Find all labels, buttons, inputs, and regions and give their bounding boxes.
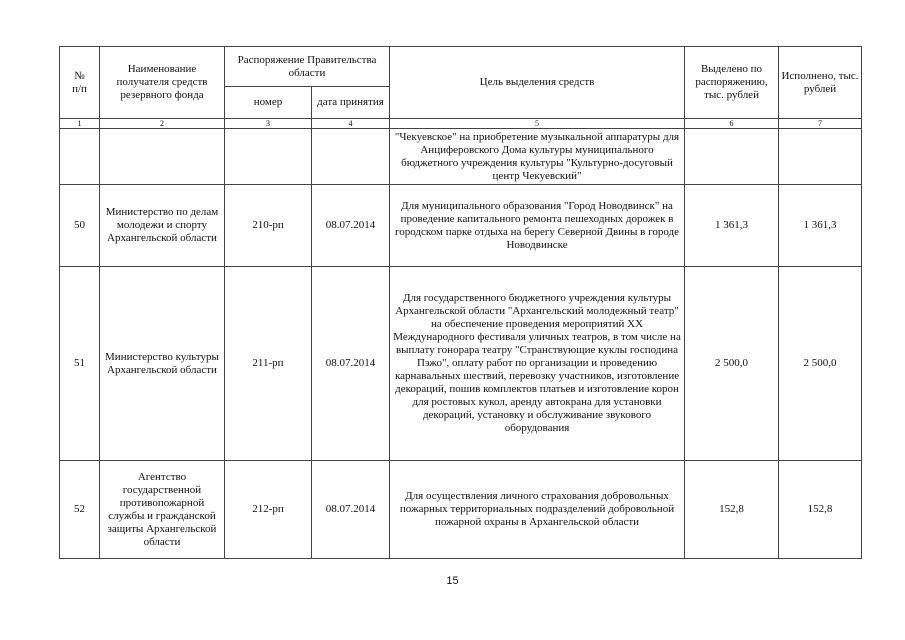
row-recipient: Министерство по делам молодежи и спорту Архангельской области	[100, 185, 225, 267]
column-index: 4	[312, 119, 390, 129]
row-num: 52	[60, 461, 100, 559]
row-allocated: 1 361,3	[685, 185, 779, 267]
table-row	[60, 461, 862, 559]
header-order-group: Распоряжение Правительства области	[225, 47, 390, 87]
row-executed: 2 500,0	[779, 267, 862, 461]
header-purpose: Цель выделения средств	[390, 47, 685, 119]
table-row	[60, 129, 862, 185]
column-index: 2	[100, 119, 225, 129]
row-allocated: 2 500,0	[685, 267, 779, 461]
row-recipient	[100, 129, 225, 185]
column-index: 5	[390, 119, 685, 129]
header-executed: Исполнено, тыс. рублей	[779, 47, 862, 119]
row-allocated: 152,8	[685, 461, 779, 559]
header-order-number: номер	[225, 87, 312, 119]
row-num: 51	[60, 267, 100, 461]
row-allocated	[685, 129, 779, 185]
row-order-number: 211-рп	[225, 267, 312, 461]
table-header-row	[60, 47, 862, 87]
row-order-number	[225, 129, 312, 185]
row-executed	[779, 129, 862, 185]
header-order-date: дата принятия	[312, 87, 390, 119]
table-row	[60, 185, 862, 267]
column-index: 6	[685, 119, 779, 129]
column-index: 3	[225, 119, 312, 129]
row-order-date: 08.07.2014	[312, 185, 390, 267]
row-order-number: 210-рп	[225, 185, 312, 267]
row-order-date: 08.07.2014	[312, 267, 390, 461]
header-recipient: Наименование получателя средств резервного фонда	[100, 47, 225, 119]
row-recipient: Министерство культуры Архангельской области	[100, 267, 225, 461]
table-row	[60, 267, 862, 461]
header-allocated: Выделено по распоряжению, тыс. рублей	[685, 47, 779, 119]
row-executed: 1 361,3	[779, 185, 862, 267]
page-number: 15	[446, 575, 459, 587]
column-index: 7	[779, 119, 862, 129]
column-index: 1	[60, 119, 100, 129]
row-purpose: Для осуществления личного страхования добровольных пожарных территориальных подразделений добровольной пожарной охраны в Архангельской области	[390, 461, 685, 559]
row-num	[60, 129, 100, 185]
row-purpose: "Чекуевское" на приобретение музыкальной аппаратуры для Анциферовского Дома культуры муниципального бюджетного учреждения культуры "Культурно-досуговый центр Чекуевский"	[390, 129, 685, 185]
column-index-row	[60, 119, 862, 129]
reserve-fund-table	[59, 46, 862, 559]
row-num: 50	[60, 185, 100, 267]
row-recipient: Агентство государственной противопожарной службы и гражданской защиты Архангельской области	[100, 461, 225, 559]
row-order-date: 08.07.2014	[312, 461, 390, 559]
row-executed: 152,8	[779, 461, 862, 559]
row-purpose: Для муниципального образования "Город Новодвинск" на проведение капитального ремонта пешеходных дорожек в городском парке отдыха на берегу Северной Двины в городе Новодвинске	[390, 185, 685, 267]
row-order-date	[312, 129, 390, 185]
row-purpose: Для государственного бюджетного учреждения культуры Архангельской области "Архангельский молодежный театр" на обеспечение проведения мероприятий XX Международного фестиваля уличных театров, в том числе на выплату гонорара театру "Странствующие куклы господина Пэжо", оплату работ по организации и проведению карнавальных шествий, перевозку участников, изготовление декораций, пошив комплектов платьев и изготовление корон для ростовых кукол, аренду автокрана для установки декораций, установку и обслуживание звукового оборудования	[390, 267, 685, 461]
row-order-number: 212-рп	[225, 461, 312, 559]
header-num: № п/п	[60, 47, 100, 119]
